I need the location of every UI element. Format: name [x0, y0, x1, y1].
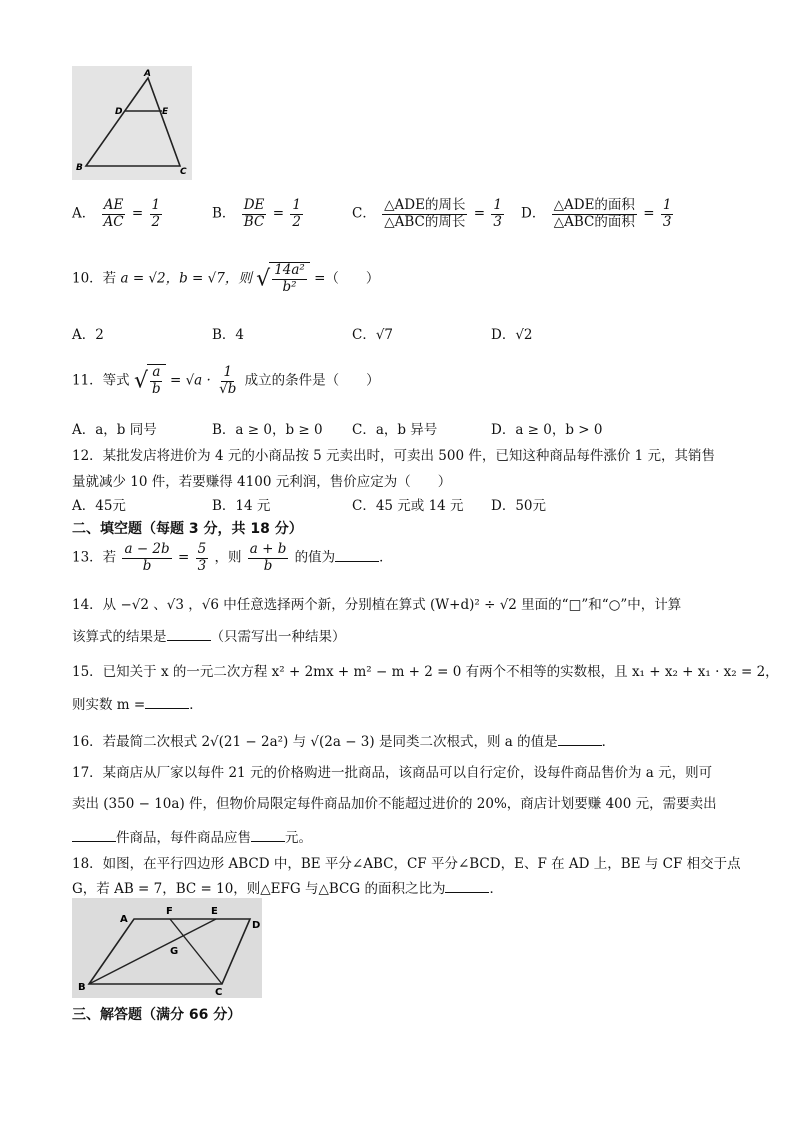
q9-option-c: C． $\frac{\text{△ADE的周长}}{\text{△ABC的周长}}$ = $\frac{1}{3}$ — [352, 197, 502, 230]
equals-sign: = — [177, 549, 190, 566]
q17-line-2: 卖出 (350 − 10a) 件，但物价局限定每件商品加价不能超过进价的 20%，商店计划要赚 400 元，需要卖出 — [72, 796, 717, 812]
answer-blank[interactable] — [558, 745, 602, 746]
question-number: 11．等式 — [72, 372, 130, 389]
fraction-denominator: 3 — [197, 557, 207, 574]
fraction-numerator: 1 — [223, 364, 233, 380]
q12-line-1: 12．某批发店将进价为 4 元的小商品按 5 元卖出时，可卖出 500 件，已知这种商品每件涨价 1 元，其销售 — [72, 448, 716, 464]
fraction-denominator: △ABC的面积 — [553, 213, 635, 230]
option-prefix: C． — [352, 205, 376, 222]
q13-text: ，则 — [214, 549, 242, 566]
q11-option-b: B．a ≥ 0，b ≥ 0 — [212, 422, 323, 438]
q12-line-2: 量就减少 10 件，若要赚得 4100 元利润，售价应定为（ ） — [72, 474, 452, 490]
radical-sign: √ — [133, 368, 149, 394]
q18-line-2 — [72, 877, 503, 897]
q15-text: 则实数 m = — [72, 697, 146, 713]
question-number: 13．若 — [72, 549, 117, 566]
segment-be — [89, 919, 216, 984]
fraction-numerator: 5 — [197, 541, 207, 557]
label-d: D — [115, 107, 123, 117]
fraction-denominator: b — [152, 380, 161, 397]
q13-text: 的值为 — [294, 549, 336, 566]
q10-stem — [72, 262, 379, 295]
question-number: 10．若 — [72, 270, 117, 287]
fraction-numerator: AE — [103, 197, 124, 213]
option-prefix: D． — [521, 205, 546, 222]
fraction-denominator: √b — [219, 380, 237, 397]
parallelogram-figure — [72, 898, 262, 998]
section-heading-fill-in: 二、填空题（每题 3 分，共 18 分） — [72, 521, 303, 537]
q11-option-d: D．a ≥ 0，b > 0 — [491, 422, 603, 438]
q14-text: 该算式的结果是 — [72, 629, 167, 645]
fraction-numerator: a − 2b — [124, 541, 170, 557]
q10-option-c: C．√7 — [352, 327, 394, 343]
answer-blank[interactable] — [335, 561, 379, 562]
fraction-denominator: 3 — [493, 213, 502, 230]
q11-stem-end: 成立的条件是（ ） — [244, 372, 380, 389]
fraction-denominator: b — [142, 557, 152, 574]
fraction-denominator: AC — [103, 213, 124, 230]
label-a: A — [144, 69, 151, 79]
option-prefix: A． — [72, 205, 96, 222]
q9-option-d: D． $\frac{\text{△ADE的面积}}{\text{△ABC的面积}}$ = $\frac{1}{3}$ — [521, 197, 672, 230]
q13-end: ． — [379, 549, 393, 566]
q11-middle: = √a · — [169, 372, 211, 389]
q14-note: （只需写出一种结果） — [210, 629, 346, 645]
fraction-denominator: b² — [282, 278, 297, 295]
q10-stem-end: =（ ） — [314, 270, 380, 287]
radical-sign: √ — [256, 266, 271, 292]
answer-blank[interactable] — [251, 841, 285, 842]
q9-option-a: A． $\frac{AE}{AC}$ = $\frac{1}{2}$ — [72, 197, 161, 230]
q12-option-c: C．45 元或 14 元 — [352, 498, 464, 514]
q16-line — [72, 730, 615, 750]
fraction-numerator: △ADE的周长 — [384, 197, 466, 213]
q17-line-3 — [72, 826, 312, 846]
q11-option-a: A．a，b 同号 — [72, 422, 157, 438]
label-e: E — [211, 906, 218, 917]
label-a: A — [120, 914, 128, 925]
q9-option-b: B． $\frac{DE}{BC}$ = $\frac{1}{2}$ — [212, 197, 301, 230]
fraction-numerator: 1 — [292, 197, 301, 213]
label-f: F — [166, 906, 173, 917]
q17-line-1: 17．某商店从厂家以每件 21 元的价格购进一批商品，该商品可以自行定价，设每件商品售价为 a 元，则可 — [72, 765, 713, 781]
answer-blank[interactable] — [445, 892, 489, 893]
fraction-denominator: △ABC的周长 — [384, 213, 466, 230]
option-prefix: B． — [212, 205, 236, 222]
q15-line-2 — [72, 693, 203, 713]
fraction-numerator: a — [152, 364, 161, 380]
fraction-numerator: 14a² — [274, 262, 305, 278]
q12-option-d: D．50元 — [491, 498, 547, 514]
q11-option-c: C．a，b 异号 — [352, 422, 438, 438]
q16-end: ． — [601, 734, 616, 750]
fraction-denominator: BC — [243, 213, 265, 230]
fraction-numerator: 1 — [662, 197, 672, 213]
q14-line-1: 14．从 −√2 、√3 ，√6 中任意选择两个新，分别植在算式 (W+d)² ÷ √2 里面的“□”和“○”中，计算 — [72, 597, 682, 613]
fraction-denominator: 3 — [662, 213, 672, 230]
q18-end: ． — [489, 881, 503, 897]
q15-end: ． — [189, 697, 203, 713]
q10-option-d: D．√2 — [491, 327, 533, 343]
triangle-abc — [86, 78, 180, 166]
q14-line-2 — [72, 625, 346, 645]
fraction-numerator: △ADE的面积 — [553, 197, 635, 213]
triangle-figure — [72, 66, 192, 180]
q18-line-1: 18．如图，在平行四边形 ABCD 中，BE 平分∠ABC，CF 平分∠BCD，E、F 在 AD 上，BE 与 CF 相交于点 — [72, 856, 741, 872]
answer-blank[interactable] — [167, 640, 211, 641]
fraction-numerator: 1 — [493, 197, 502, 213]
q15-line-1: 15．已知关于 x 的一元二次方程 x² + 2mx + m² − m + 2 = 0 有两个不相等的实数根，且 x₁ + x₂ + x₁ · x₂ = 2， — [72, 664, 779, 680]
q10-given-values: a = √2，b = √7，则 — [120, 270, 252, 287]
label-b: B — [76, 163, 83, 173]
triangle-diagram — [72, 66, 192, 180]
label-g: G — [170, 946, 179, 957]
label-c: C — [215, 987, 223, 998]
q12-option-a: A．45元 — [72, 498, 126, 514]
label-b: B — [78, 982, 86, 993]
label-c: C — [180, 167, 187, 177]
fraction-denominator: 2 — [292, 213, 301, 230]
answer-blank[interactable] — [72, 841, 116, 842]
q13-stem — [72, 542, 393, 574]
fraction-denominator: b — [263, 557, 273, 574]
q11-stem — [72, 364, 380, 397]
q16-text: 16．若最简二次根式 2√(21 − 2a²) 与 √(2a − 3) 是同类二次根式，则 a 的值是 — [72, 734, 558, 750]
q12-option-b: B．14 元 — [212, 498, 271, 514]
q10-option-a: A．2 — [72, 327, 104, 343]
parallelogram-diagram — [72, 898, 262, 998]
q17-end: 元。 — [285, 830, 312, 846]
fraction-denominator: 2 — [151, 213, 161, 230]
q18-text: G，若 AB = 7，BC = 10，则△EFG 与△BCG 的面积之比为 — [72, 881, 446, 897]
section-heading-solutions: 三、解答题（满分 66 分） — [72, 1007, 242, 1023]
label-e: E — [162, 107, 169, 117]
fraction-numerator: DE — [243, 197, 265, 213]
q10-option-b: B．4 — [212, 327, 245, 343]
fraction-numerator: a + b — [249, 541, 287, 557]
fraction-numerator: 1 — [151, 197, 161, 213]
answer-blank[interactable] — [145, 708, 189, 709]
q17-text: 件商品，每件商品应售 — [116, 830, 251, 846]
label-d: D — [252, 920, 261, 931]
